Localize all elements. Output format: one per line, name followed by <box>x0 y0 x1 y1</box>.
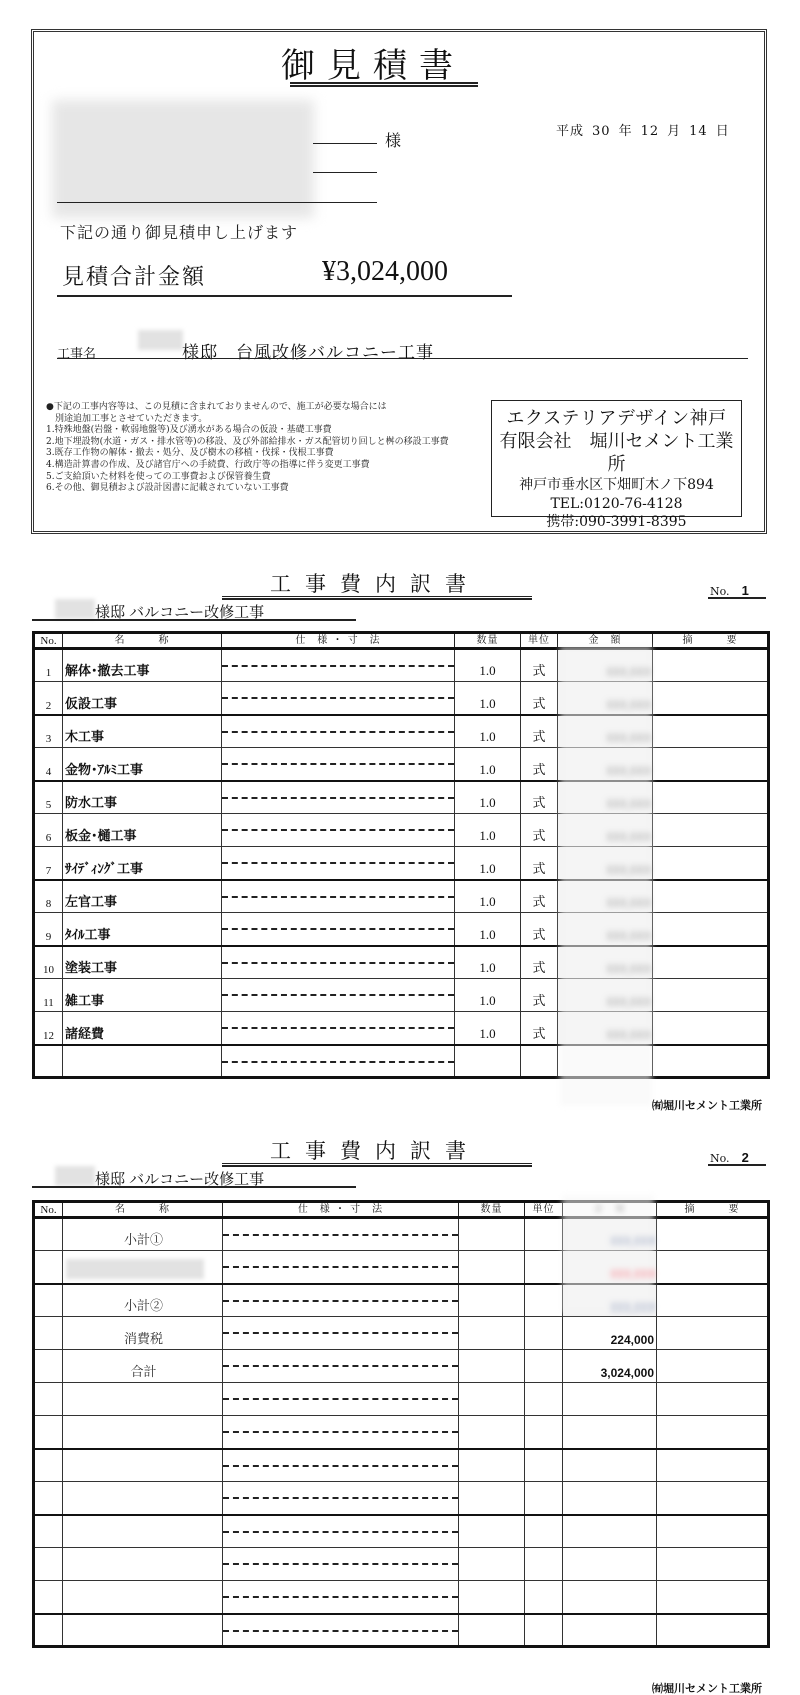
row-qty <box>459 1284 525 1317</box>
row-qty: 1.0 <box>455 814 521 847</box>
row-unit <box>525 1482 563 1515</box>
row-qty: 1.0 <box>455 946 521 979</box>
row-spec <box>223 1614 459 1647</box>
company-tel: TEL:0120-76-4128 <box>550 496 683 512</box>
row-no <box>34 1045 63 1078</box>
col-header-name: 名 称 <box>63 633 222 649</box>
row-amount <box>563 1449 657 1482</box>
row-remarks <box>653 847 769 880</box>
row-qty <box>459 1218 525 1251</box>
table-row <box>34 1482 769 1515</box>
table-header-row <box>34 633 769 649</box>
row-remarks <box>657 1416 769 1449</box>
row-spec <box>222 649 455 682</box>
row-name: 板金･樋工事 <box>63 814 222 847</box>
row-unit: 式 <box>521 979 558 1012</box>
row-name: 防水工事 <box>63 781 222 814</box>
row-spec <box>223 1416 459 1449</box>
page-value: 2 <box>741 1150 749 1165</box>
total-amount-value: ¥3,024,000 <box>322 256 448 287</box>
row-remarks <box>653 814 769 847</box>
row-no <box>34 1449 63 1482</box>
row-unit: 式 <box>521 946 558 979</box>
table-row <box>34 1416 769 1449</box>
table-row <box>34 781 769 814</box>
date-year: 30 <box>592 124 611 139</box>
row-remarks <box>653 880 769 913</box>
row-spec <box>222 880 455 913</box>
row-no: 8 <box>34 880 63 913</box>
row-spec <box>223 1251 459 1284</box>
row-no <box>34 1581 63 1614</box>
note-line: 別途追加工事とさせていただきます。 <box>55 413 208 424</box>
row-no <box>34 1284 63 1317</box>
total-underline <box>57 295 512 297</box>
page-label: No. <box>710 585 730 598</box>
row-no: 7 <box>34 847 63 880</box>
sheet2-subtitle: 様邸 バルコニー改修工事 <box>95 1171 265 1188</box>
table-row <box>34 1581 769 1614</box>
table-header-row <box>34 1202 769 1218</box>
row-qty <box>459 1449 525 1482</box>
table-row <box>34 649 769 682</box>
row-qty: 1.0 <box>455 649 521 682</box>
row-unit <box>525 1581 563 1614</box>
row-qty <box>459 1614 525 1647</box>
row-no: 2 <box>34 682 63 715</box>
row-spec <box>222 979 455 1012</box>
row-amount <box>563 1548 657 1581</box>
table-row <box>34 1317 769 1350</box>
row-qty: 1.0 <box>455 715 521 748</box>
row-spec <box>222 847 455 880</box>
row-remarks <box>657 1449 769 1482</box>
row-no <box>34 1218 63 1251</box>
row-spec <box>222 715 455 748</box>
title-underline <box>290 82 478 87</box>
sheet2-client-redacted <box>55 1166 95 1186</box>
row-name: 雑工事 <box>63 979 222 1012</box>
issue-date <box>556 120 738 139</box>
date-month-unit: 月 <box>667 124 682 139</box>
table-row <box>34 1449 769 1482</box>
row-spec <box>222 946 455 979</box>
sheet1-client-redacted <box>55 599 95 619</box>
row-spec <box>222 1045 455 1078</box>
row-remarks <box>657 1482 769 1515</box>
row-no: 1 <box>34 649 63 682</box>
row-no: 6 <box>34 814 63 847</box>
note-line: 2.地下埋設物(水道・ガス・排水管等)の移設、及び外部給排水・ガス配管切り回しと桝の移設工事費 <box>46 436 449 447</box>
row-amount <box>563 1581 657 1614</box>
page-label: No. <box>710 1152 730 1165</box>
table-row <box>34 979 769 1012</box>
table-row <box>34 946 769 979</box>
row-spec <box>223 1515 459 1548</box>
row-no: 5 <box>34 781 63 814</box>
row-name: 消費税 <box>63 1317 223 1350</box>
row-qty <box>459 1317 525 1350</box>
row-qty: 1.0 <box>455 880 521 913</box>
row-name: 塗装工事 <box>63 946 222 979</box>
project-label: 工事名 <box>57 347 97 362</box>
table-row <box>34 1012 769 1045</box>
row-unit <box>525 1251 563 1284</box>
table-row <box>34 880 769 913</box>
note-line: 5.ご支給頂いた材料を使っての工事費および保管養生費 <box>46 471 271 482</box>
row-name <box>63 1383 223 1416</box>
row-unit: 式 <box>521 649 558 682</box>
row-name <box>63 1449 223 1482</box>
col-header-remarks: 摘 要 <box>657 1202 769 1218</box>
row-unit <box>525 1317 563 1350</box>
row-remarks <box>653 682 769 715</box>
row-no: 9 <box>34 913 63 946</box>
row-spec <box>223 1548 459 1581</box>
row-remarks <box>653 1012 769 1045</box>
row-qty <box>459 1581 525 1614</box>
document-title: 御見積書 <box>281 46 465 86</box>
row-unit <box>525 1449 563 1482</box>
row-qty <box>459 1482 525 1515</box>
recipient-line-1 <box>313 143 377 144</box>
row-spec <box>223 1284 459 1317</box>
col-header-unit: 単位 <box>521 633 558 649</box>
row-amount <box>563 1383 657 1416</box>
row-qty: 1.0 <box>455 979 521 1012</box>
row-unit: 式 <box>521 748 558 781</box>
row-no: 4 <box>34 748 63 781</box>
table-row <box>34 814 769 847</box>
sheet2-title: 工事費内訳書 <box>270 1139 480 1163</box>
page-value: 1 <box>741 583 749 598</box>
row-qty: 1.0 <box>455 847 521 880</box>
row-name <box>63 1548 223 1581</box>
recipient-honorific: 様 <box>385 131 402 150</box>
page-number-underline <box>708 597 766 599</box>
row-remarks <box>653 748 769 781</box>
row-qty: 1.0 <box>455 748 521 781</box>
row-qty <box>459 1548 525 1581</box>
row-remarks <box>653 1045 769 1078</box>
row-unit <box>521 1045 558 1078</box>
col-header-amount: 金 額 <box>558 633 653 649</box>
row-no <box>34 1317 63 1350</box>
row-unit <box>525 1515 563 1548</box>
row-name: 左官工事 <box>63 880 222 913</box>
row-no: 10 <box>34 946 63 979</box>
col-header-no: No. <box>34 633 63 649</box>
row-no <box>34 1515 63 1548</box>
col-header-name: 名 称 <box>63 1202 223 1218</box>
row-remarks <box>657 1218 769 1251</box>
row-remarks <box>657 1581 769 1614</box>
row-spec <box>223 1383 459 1416</box>
table-row <box>34 1350 769 1383</box>
sheet2-amount-redaction <box>562 1195 654 1313</box>
recipient-line-2 <box>313 172 377 173</box>
row-no: 3 <box>34 715 63 748</box>
row-name: 木工事 <box>63 715 222 748</box>
sheet1-title-underline <box>222 596 532 600</box>
row-remarks <box>653 781 769 814</box>
recipient-name-redacted <box>52 100 314 218</box>
row-name <box>63 1581 223 1614</box>
row-name <box>63 1416 223 1449</box>
row-qty: 1.0 <box>455 913 521 946</box>
row-unit <box>525 1416 563 1449</box>
row-no <box>34 1350 63 1383</box>
page-number-underline <box>708 1164 766 1166</box>
row-remarks <box>653 913 769 946</box>
table-row <box>34 715 769 748</box>
row-unit: 式 <box>521 781 558 814</box>
intro-text: 下記の通り御見積申し上げます <box>60 223 299 242</box>
row-remarks <box>657 1548 769 1581</box>
row-unit <box>525 1614 563 1647</box>
row-name: 諸経費 <box>63 1012 222 1045</box>
row-spec <box>222 682 455 715</box>
note-line: 3.既存工作物の解体・撤去・処分、及び樹木の移植・伐採・伐根工事費 <box>46 448 334 459</box>
row-name <box>63 1515 223 1548</box>
row-qty <box>459 1350 525 1383</box>
table-row <box>34 1284 769 1317</box>
col-header-remarks: 摘 要 <box>653 633 769 649</box>
row-qty <box>459 1251 525 1284</box>
row-no <box>34 1482 63 1515</box>
row-remarks <box>653 715 769 748</box>
row-name: 小計② <box>63 1284 223 1317</box>
row-remarks <box>657 1284 769 1317</box>
row-name: 合計 <box>63 1350 223 1383</box>
row-unit: 式 <box>521 682 558 715</box>
row-no <box>34 1548 63 1581</box>
row-unit <box>525 1548 563 1581</box>
table-row <box>34 748 769 781</box>
col-header-unit: 単位 <box>525 1202 563 1218</box>
row-spec <box>223 1350 459 1383</box>
row-remarks <box>653 946 769 979</box>
row-unit: 式 <box>521 715 558 748</box>
col-header-qty: 数量 <box>455 633 521 649</box>
note-line: 4.構造計算書の作成、及び諸官庁への手続費、行政庁等の指導に伴う変更工事費 <box>46 459 370 470</box>
company-address: 神戸市垂水区下畑町木ノ下894 <box>519 477 714 493</box>
row-amount <box>563 1416 657 1449</box>
row-name: 金物･ｱﾙﾐ工事 <box>63 748 222 781</box>
row-no <box>34 1251 63 1284</box>
sheet2-subtitle-underline <box>32 1186 356 1188</box>
row-remarks <box>657 1251 769 1284</box>
row-spec <box>222 748 455 781</box>
row-amount: 224,000 <box>563 1317 657 1350</box>
sheet2-page-number <box>710 1150 749 1165</box>
row-name: 解体･撤去工事 <box>63 649 222 682</box>
row-name: 仮設工事 <box>63 682 222 715</box>
row-unit: 式 <box>521 847 558 880</box>
row-remarks <box>653 649 769 682</box>
row-spec <box>222 814 455 847</box>
sheet1-subtitle: 様邸 バルコニー改修工事 <box>95 604 265 621</box>
table-row <box>34 1045 769 1078</box>
sheet2-breakdown-table <box>32 1200 770 1648</box>
sheet1-amount-redaction <box>560 646 652 1106</box>
row-unit: 式 <box>521 913 558 946</box>
row-spec <box>223 1449 459 1482</box>
row-name: ｻｲﾃﾞｨﾝｸﾞ工事 <box>63 847 222 880</box>
col-header-spec: 仕 様 ・ 寸 法 <box>223 1202 459 1218</box>
table-row <box>34 1515 769 1548</box>
project-client-redacted <box>138 330 183 350</box>
table-row <box>34 1614 769 1647</box>
project-underline <box>57 358 748 359</box>
date-day-unit: 日 <box>715 124 730 139</box>
row-name <box>63 1614 223 1647</box>
row-name <box>63 1045 222 1078</box>
note-line: 6.その他、御見積および設計図書に記載されていない工事費 <box>46 483 289 494</box>
row-no: 12 <box>34 1012 63 1045</box>
row-name: ﾀｲﾙ工事 <box>63 913 222 946</box>
row-unit <box>525 1383 563 1416</box>
row-remarks <box>653 979 769 1012</box>
row-spec <box>223 1581 459 1614</box>
row-remarks <box>657 1515 769 1548</box>
table-row <box>34 913 769 946</box>
row-remarks <box>657 1350 769 1383</box>
sheet1-footer-company: ㈲堀川セメント工業所 <box>652 1100 762 1112</box>
row-spec <box>223 1482 459 1515</box>
row-unit <box>525 1350 563 1383</box>
table-row <box>34 847 769 880</box>
sheet2-title-underline <box>222 1163 532 1167</box>
row-amount <box>563 1482 657 1515</box>
row-amount <box>563 1614 657 1647</box>
table-row <box>34 682 769 715</box>
col-header-no: No. <box>34 1202 63 1218</box>
row-no: 11 <box>34 979 63 1012</box>
row-qty <box>459 1383 525 1416</box>
company-name: 有限会社 堀川セメント工業所 <box>499 431 734 475</box>
col-header-spec: 仕 様 ・ 寸 法 <box>222 633 455 649</box>
row-qty: 1.0 <box>455 781 521 814</box>
row-qty: 1.0 <box>455 1012 521 1045</box>
row-remarks <box>657 1614 769 1647</box>
col-header-qty: 数量 <box>459 1202 525 1218</box>
row-unit: 式 <box>521 814 558 847</box>
date-year-unit: 年 <box>618 124 633 139</box>
row-spec <box>222 781 455 814</box>
recipient-line-3 <box>57 202 377 203</box>
row-no <box>34 1416 63 1449</box>
row-unit: 式 <box>521 880 558 913</box>
note-line: 1.特殊地盤(岩盤・軟弱地盤等)及び湧水がある場合の仮設・基礎工事費 <box>46 425 332 436</box>
note-line: ●下記の工事内容等は、この見積に含まれておりませんので、施工が必要な場合には <box>46 402 387 412</box>
row-unit <box>525 1284 563 1317</box>
date-month: 12 <box>640 124 660 139</box>
row-qty <box>455 1045 521 1078</box>
row-spec <box>223 1317 459 1350</box>
table-row <box>34 1383 769 1416</box>
row-amount: 3,024,000 <box>563 1350 657 1383</box>
project-name: 様邸 台風改修バルコニー工事 <box>182 343 434 363</box>
date-era: 平成 <box>556 124 585 139</box>
row-spec <box>223 1218 459 1251</box>
row-spec <box>222 1012 455 1045</box>
row-remarks <box>657 1317 769 1350</box>
sheet1-breakdown-table <box>32 631 770 1079</box>
table-row <box>34 1218 769 1251</box>
row-no <box>34 1383 63 1416</box>
sheet1-subtitle-underline <box>32 619 356 621</box>
row-unit <box>525 1218 563 1251</box>
sheet2-footer-company: ㈲堀川セメント工業所 <box>652 1683 762 1695</box>
date-day: 14 <box>689 124 708 139</box>
company-stamp-box <box>491 400 742 530</box>
row-name: 小計① <box>63 1218 223 1251</box>
sheet1-page-number <box>710 583 749 598</box>
table-row <box>34 1251 769 1284</box>
row-no <box>34 1614 63 1647</box>
company-brand: エクステリアデザイン神戸 <box>506 408 727 429</box>
sheet1-title: 工事費内訳書 <box>270 572 480 596</box>
row-spec <box>222 913 455 946</box>
row-name <box>63 1482 223 1515</box>
row-qty <box>459 1515 525 1548</box>
row-remarks <box>657 1383 769 1416</box>
company-mobile: 携帯:090-3991-8395 <box>546 514 687 530</box>
total-amount-label: 見積合計金額 <box>62 265 207 290</box>
row-qty <box>459 1416 525 1449</box>
row-amount <box>563 1515 657 1548</box>
row-name-redacted <box>63 1251 223 1284</box>
table-row <box>34 1548 769 1581</box>
row-qty: 1.0 <box>455 682 521 715</box>
exclusion-notes <box>46 402 449 495</box>
row-unit: 式 <box>521 1012 558 1045</box>
